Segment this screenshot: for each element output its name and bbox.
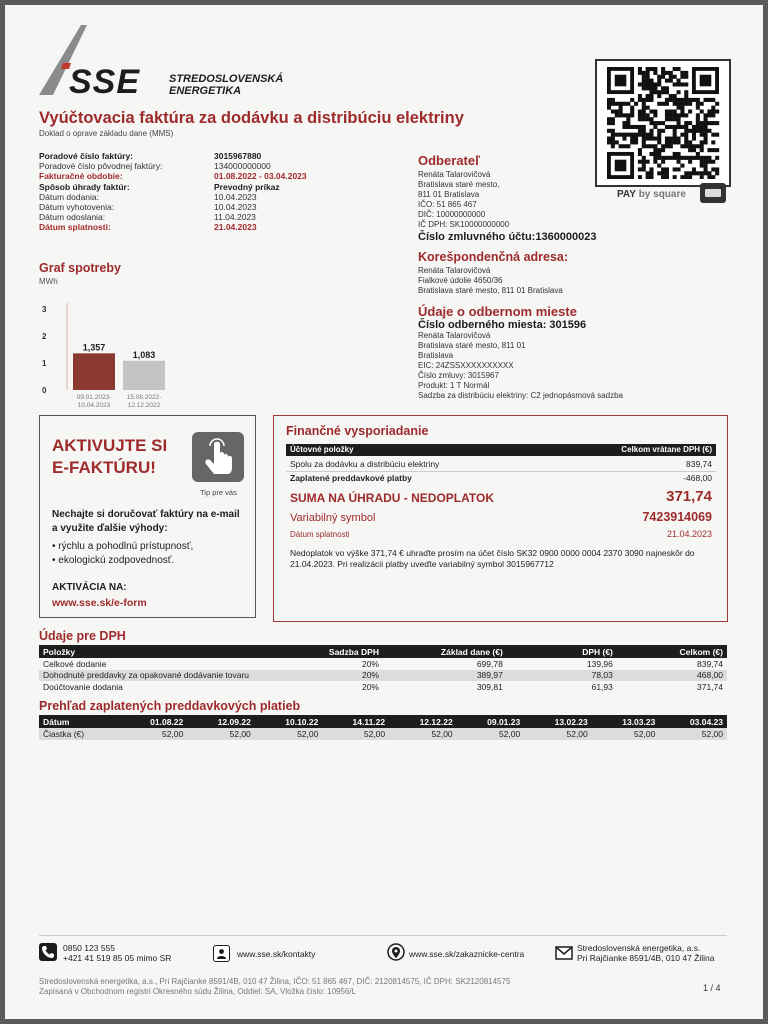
- invoice-info-label: Dátum odoslania:: [39, 212, 106, 223]
- footer-company: Stredoslovenská energetika, a.s.: [577, 943, 701, 953]
- advances-amount: 52,00: [592, 728, 660, 740]
- card-icon: [700, 183, 726, 203]
- finance-col1: Účtovné položky: [290, 445, 354, 454]
- logo-line1: STREDOSLOVENSKÁ: [169, 73, 284, 85]
- promo-cta: AKTIVÁCIA NA:: [52, 582, 127, 593]
- sse-logo: [39, 25, 299, 100]
- chart-category-label: 12.12.2022: [127, 402, 161, 409]
- finance-box: [273, 415, 728, 622]
- customer-line: DIČ: 10000000000: [418, 210, 486, 219]
- page-number: 1 / 4: [703, 983, 721, 993]
- chart-category-label: 10.04.2023: [77, 402, 111, 409]
- mail-icon: [555, 945, 573, 961]
- customer-line: Bratislava staré mesto,: [418, 180, 500, 189]
- page-subtitle: Doklad o oprave základu dane (MMS): [39, 129, 174, 138]
- advances-date: 09.01.23: [457, 715, 525, 728]
- correspondence-heading: Korešpondenčná adresa:: [418, 250, 569, 264]
- page-title: Vyúčtovacia faktúra za dodávku a distribúciu elektriny: [39, 109, 464, 127]
- delivery-point-line: Produkt: 1 T Normál: [418, 381, 490, 390]
- advances-heading: Prehľad zaplatených preddavkových platieb: [39, 699, 301, 713]
- delivery-point-number: Číslo odberného miesta: 301596: [418, 319, 587, 331]
- invoice-info-value: 3015967880: [214, 151, 262, 161]
- finance-sum-value: 371,74: [666, 488, 712, 505]
- delivery-point-heading: Údaje o odbernom mieste: [418, 304, 577, 319]
- finance-vs-value: 7423914069: [642, 510, 712, 524]
- promo-text: Nechajte si doručovať faktúry na e-mail a využite ďalšie výhody:: [52, 509, 240, 534]
- consumption-chart: [39, 293, 189, 413]
- invoice-info-row: [39, 171, 369, 181]
- invoice-info-value: 01.08.2022 - 03.04.2023: [214, 171, 307, 182]
- chart-bar: [73, 353, 115, 390]
- advances-date-label: Dátum: [39, 715, 120, 728]
- invoice-info-row: [39, 161, 369, 171]
- by-square-label: by square: [638, 189, 686, 200]
- invoice-info-value: 134000000000: [214, 161, 271, 172]
- footer-legal-1: Stredoslovenská energetika, a.s., Pri Rajčianke 8591/4B, 010 47 Žilina, IČO: 51 865 467, DIČ: 2120814575, IČ DPH: SK2120814575: [39, 977, 511, 986]
- chart-bar: [123, 361, 165, 390]
- advances-date: 01.08.22: [120, 715, 188, 728]
- chart-value-label: 1,083: [132, 349, 156, 360]
- vat-cell: 139,96: [586, 658, 613, 669]
- promo-title-2: E-FAKTÚRU!: [52, 458, 156, 477]
- customer-line: IČ DPH: SK10000000000: [418, 220, 510, 229]
- invoice-info-label: Dátum vyhotovenia:: [39, 201, 115, 212]
- advances-date: 12.09.22: [187, 715, 255, 728]
- vat-row: [39, 658, 727, 670]
- delivery-point-lines: [418, 331, 738, 401]
- customer-block: [418, 153, 618, 243]
- invoice-info-value: 11.04.2023: [214, 212, 256, 223]
- vat-cell: Doúčtovanie dodania: [43, 681, 123, 692]
- vat-column-header: Základ dane (€): [383, 645, 507, 658]
- advances-amount: 52,00: [659, 728, 727, 740]
- correspondence-lines: [418, 266, 718, 296]
- qr-pattern-icon: [603, 67, 723, 179]
- chart-category-label: 15.08.2022-: [126, 394, 162, 401]
- chart-y-tick: 1: [42, 359, 47, 368]
- invoice-info-value: 10.04.2023: [214, 201, 257, 212]
- footer-legal-2: Zapísaná v Obchodnom registri Okresného súdu Žilina, Oddiel: SA, Vložka číslo: 10956/L: [39, 987, 357, 996]
- advances-date: 10.10.22: [255, 715, 323, 728]
- promo-title-1: AKTIVUJTE SI: [52, 436, 168, 455]
- finance-heading: Finančné vysporiadanie: [286, 424, 429, 438]
- customer-heading: Odberateľ: [418, 153, 481, 168]
- advances-amount-label: Čiastka (€): [39, 728, 120, 740]
- vat-cell: 839,74: [697, 658, 723, 669]
- invoice-info-row: [39, 202, 369, 212]
- vat-cell: Dohodnuté preddavky za opakované dodávanie tovaru: [39, 670, 273, 682]
- chart-y-tick: 0: [42, 386, 47, 395]
- contacts-icon: [213, 945, 230, 962]
- finance-rows: [286, 458, 716, 485]
- logo-letters: SSE: [69, 63, 141, 101]
- vat-cell: 20%: [361, 681, 379, 692]
- chart-category-label: 09.01.2023-: [76, 394, 112, 401]
- finance-row: [286, 458, 716, 472]
- customer-lines: [418, 170, 618, 230]
- vat-cell: 78,03: [507, 670, 617, 682]
- invoice-info-label: Poradové číslo pôvodnej faktúry:: [39, 161, 163, 172]
- vat-column-header: DPH (€): [507, 645, 617, 658]
- touch-icon: [192, 432, 244, 482]
- pay-by-square: [617, 189, 686, 200]
- finance-note: Nedoplatok vo výške 371,74 € uhraďte prosím na účet číslo SK32 0900 0000 0004 2370 3090 najneskôr do 21.04.2023. Pri realizácii platby uveďte variabilný symbol 3015967712: [290, 548, 695, 569]
- promo-bullet: • rýchlu a pohodlnú prístupnosť,: [52, 541, 194, 552]
- finance-col2: Celkom vrátane DPH (€): [621, 445, 712, 454]
- finance-due-value: 21.04.2023: [666, 529, 712, 539]
- advances-amount: 52,00: [255, 728, 323, 740]
- chart-ylabel: MWh: [39, 277, 58, 286]
- logo-line2: ENERGETIKA: [169, 85, 242, 97]
- vat-cell: 20%: [361, 658, 379, 669]
- invoice-page: [5, 5, 763, 1019]
- vat-cell: 309,81: [476, 681, 503, 692]
- vat-heading: Údaje pre DPH: [39, 629, 126, 643]
- vat-cell: 61,93: [591, 681, 613, 692]
- delivery-point-line: Číslo zmluvy: 3015967: [418, 371, 499, 380]
- finance-due-row: [286, 528, 716, 542]
- phone-icon: [39, 943, 57, 961]
- vat-cell: 20%: [273, 670, 383, 682]
- finance-vs-label: Variabilný symbol: [290, 512, 376, 524]
- location-icon: [387, 943, 405, 963]
- invoice-info-label: Poradové číslo faktúry:: [39, 151, 134, 161]
- invoice-info-label: Fakturačné obdobie:: [39, 171, 123, 182]
- invoice-info-label: Dátum splatnosti:: [39, 222, 111, 233]
- vat-row: [39, 681, 727, 693]
- invoice-info-row: [39, 212, 369, 222]
- delivery-point-line: Sadzba za distribúciu elektriny: C2 jednopásmová sadzba: [418, 391, 624, 400]
- finance-sum-row: [286, 488, 716, 508]
- footer-contacts-link[interactable]: www.sse.sk/kontakty: [237, 949, 316, 959]
- vat-column-header: Sadzba DPH: [273, 645, 383, 658]
- vat-cell: 468,00: [617, 670, 727, 682]
- invoice-info-row: [39, 182, 369, 192]
- advances-date: 14.11.22: [322, 715, 389, 728]
- vat-column-header: Celkom (€): [617, 645, 727, 658]
- customer-line: IČO: 51 865 467: [418, 200, 477, 209]
- finance-row-value: -468,00: [683, 473, 712, 483]
- vat-column-header: Položky: [39, 645, 273, 658]
- finance-header-row: [286, 444, 716, 456]
- advances-amount: 52,00: [187, 728, 255, 740]
- customer-line: 811 01 Bratislava: [418, 190, 480, 199]
- finance-row-value: 839,74: [686, 459, 712, 469]
- invoice-info-label: Spôsob úhrady faktúr:: [39, 181, 130, 192]
- footer-centers-link[interactable]: www.sse.sk/zakaznicke-centra: [409, 949, 525, 959]
- contract-number: Číslo zmluvného účtu:1360000023: [418, 231, 597, 243]
- finance-row-label: Spolu za dodávku a distribúciu elektriny: [290, 459, 440, 469]
- advances-amount: 52,00: [457, 728, 525, 740]
- advances-amount: 52,00: [120, 728, 188, 740]
- chart-y-tick: 2: [42, 332, 47, 341]
- advances-date: 03.04.23: [659, 715, 727, 728]
- vat-cell: Celkové dodanie: [43, 658, 107, 669]
- invoice-info-row: [39, 151, 369, 161]
- correspondence-line: Fialkové údolie 4650/36: [418, 276, 503, 285]
- finance-row: [286, 472, 716, 485]
- delivery-point-block: [418, 304, 738, 401]
- customer-line: Renáta Talarovičová: [418, 170, 491, 179]
- delivery-point-line: Bratislava: [418, 351, 454, 360]
- promo-bullets: [52, 540, 193, 568]
- invoice-info: [39, 151, 369, 233]
- promo-bullet: • ekologickú zodpovednosť.: [52, 555, 175, 566]
- invoice-info-value: 10.04.2023: [214, 191, 257, 202]
- promo-tip: Tip pre vás: [200, 488, 237, 497]
- footer-address: Pri Rajčianke 8591/4B, 010 47 Žilina: [577, 953, 715, 963]
- vat-table: [39, 645, 727, 693]
- invoice-info-row: [39, 192, 369, 202]
- advances-date: 13.03.23: [592, 715, 660, 728]
- finance-sum-label: SUMA NA ÚHRADU - NEDOPLATOK: [290, 491, 494, 505]
- correspondence-block: [418, 250, 718, 296]
- finance-row-label: Zaplatené preddavkové platby: [290, 473, 412, 483]
- efaktura-promo: [39, 415, 256, 618]
- vat-cell: 699,78: [476, 658, 503, 669]
- advances-amount: 52,00: [524, 728, 592, 740]
- vat-row: [39, 670, 727, 682]
- pay-label: PAY: [617, 189, 636, 200]
- invoice-info-value: Prevodný príkaz: [214, 181, 280, 192]
- advances-amount: 52,00: [322, 728, 389, 740]
- invoice-info-row: [39, 222, 369, 232]
- invoice-info-label: Dátum dodania:: [39, 191, 100, 202]
- advances-date: 12.12.22: [389, 715, 457, 728]
- delivery-point-line: EIC: 24ZSSXXXXXXXXXX: [418, 361, 514, 370]
- invoice-info-value: 21.04.2023: [214, 222, 257, 233]
- finance-vs-row: [286, 510, 716, 528]
- vat-cell: 371,74: [697, 681, 723, 692]
- delivery-point-line: Renáta Talarovičová: [418, 331, 491, 340]
- chart-title: Graf spotreby: [39, 261, 121, 275]
- advances-amount: 52,00: [389, 728, 457, 740]
- finance-due-label: Dátum splatnosti: [290, 530, 350, 539]
- vat-cell: 389,97: [383, 670, 507, 682]
- footer-phone1[interactable]: 0850 123 555: [63, 943, 115, 953]
- footer-divider: [39, 935, 727, 936]
- correspondence-line: Renáta Talarovičová: [418, 266, 491, 275]
- chart-value-label: 1,357: [82, 342, 106, 353]
- correspondence-line: Bratislava staré mesto, 811 01 Bratislava: [418, 286, 563, 295]
- chart-y-tick: 3: [42, 305, 47, 314]
- delivery-point-line: Bratislava staré mesto, 811 01: [418, 341, 526, 350]
- advances-date: 13.02.23: [524, 715, 592, 728]
- advances-table: [39, 715, 727, 740]
- promo-url[interactable]: www.sse.sk/e-form: [52, 597, 147, 609]
- footer-phone2[interactable]: +421 41 519 85 05 mimo SR: [63, 953, 172, 963]
